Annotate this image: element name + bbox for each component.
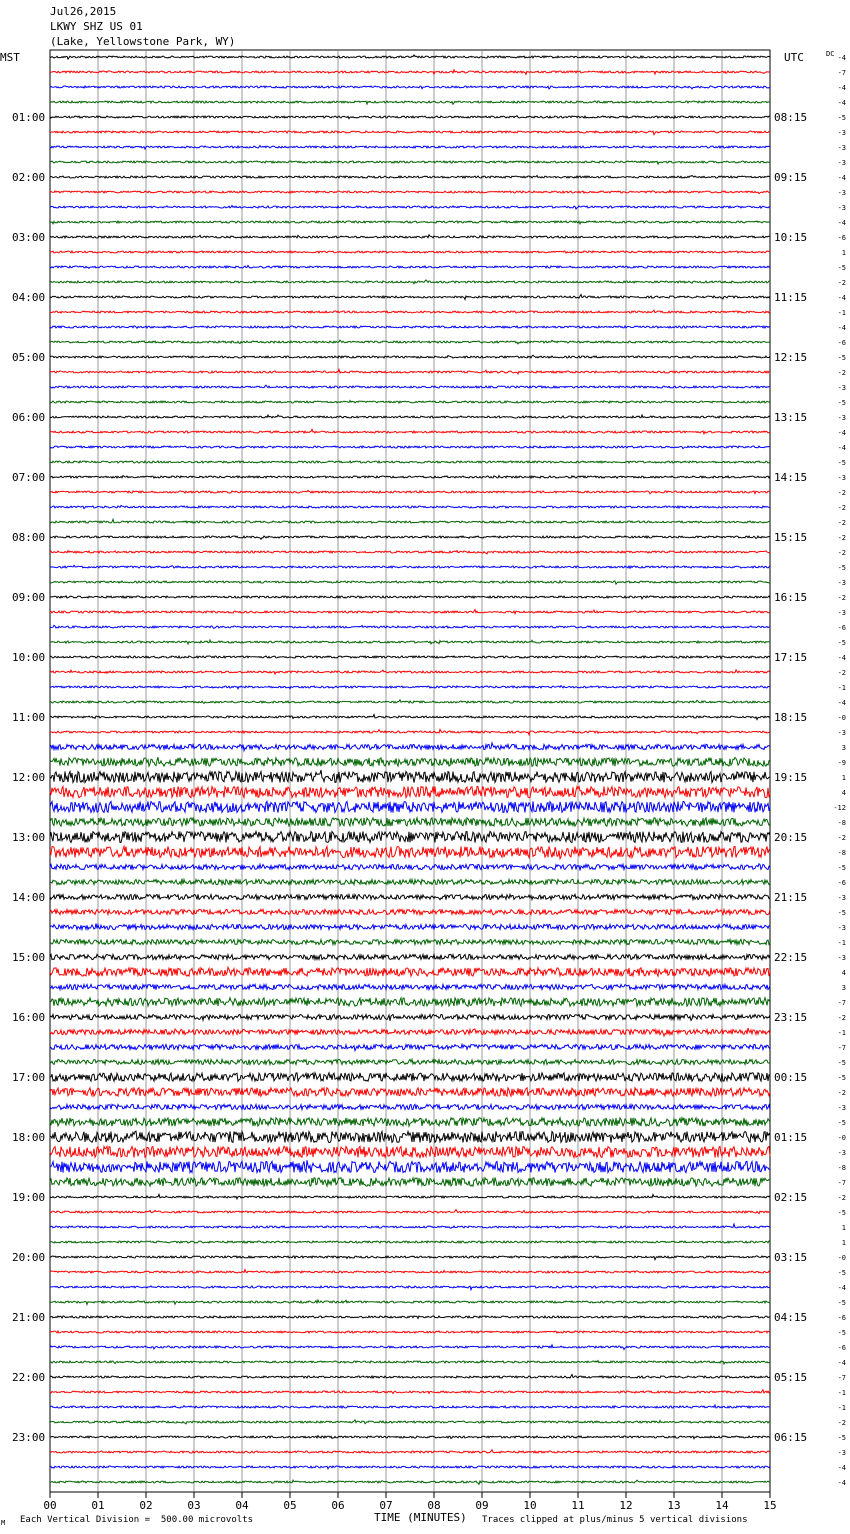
dc-offset-value: -5 [837,864,846,872]
right-hour-label: 16:15 [774,591,808,604]
dc-offset-value: -3 [837,384,846,392]
seismic-trace [50,355,770,358]
seismic-trace [50,1286,770,1290]
scale-note: Each Vertical Division = 500.00 microvolts [20,1515,253,1525]
seismic-trace [50,581,770,584]
dc-offset-value: -1 [837,684,846,692]
dc-offset-value: -2 [837,1419,846,1427]
dc-offset-value: -6 [837,879,846,887]
seismic-trace [50,1160,770,1172]
right-hour-label: 13:15 [774,411,808,424]
x-tick-label: 06 [331,1499,345,1512]
seismic-trace [50,1466,770,1469]
x-axis [43,1492,776,1512]
left-timezone-label: MST [0,51,20,64]
dc-offset-value: -4 [837,219,846,227]
seismic-trace [50,967,770,976]
seismic-trace [50,1028,770,1036]
dc-offset-value: -3 [837,129,846,137]
seismic-trace [50,1073,770,1081]
dc-offset-value: -4 [837,1464,846,1472]
seismic-trace [50,656,770,659]
left-hour-label: 01:00 [12,111,46,124]
dc-offset-value: -4 [837,84,846,92]
seismic-trace [50,1224,770,1228]
dc-offset-value: -3 [837,894,846,902]
seismic-trace [50,1480,770,1484]
right-hour-label: 02:15 [774,1191,808,1204]
seismic-trace [50,954,770,959]
seismic-trace [50,939,770,944]
seismic-trace [50,1014,770,1020]
dc-offset-value: -3 [837,579,846,587]
dc-offset-value: -3 [837,924,846,932]
seismic-trace [50,55,770,59]
seismic-trace [50,251,770,253]
dc-offset-value: -3 [837,609,846,617]
left-hour-label: 19:00 [12,1191,46,1204]
dc-offset-value: -5 [837,459,846,467]
dc-offset-value: -0 [837,1254,846,1262]
seismic-trace [50,310,770,313]
right-timezone-label: UTC [784,51,804,64]
left-hour-label: 05:00 [12,351,46,364]
dc-offset-value: -3 [837,1449,846,1457]
dc-offset-value: -6 [837,339,846,347]
station-location: (Lake, Yellowstone Park, WY) [50,35,236,48]
x-tick-label: 08 [427,1499,441,1512]
dc-offset-value: -3 [837,1104,846,1112]
right-hour-label: 01:15 [774,1131,808,1144]
right-hour-label: 19:15 [774,771,808,784]
right-hour-label: 20:15 [774,831,808,844]
dc-offset-value: 1 [841,249,846,257]
clip-note: Traces clipped at plus/minus 5 vertical divisions [482,1515,748,1525]
dc-offset-value: -0 [837,714,846,722]
x-axis-title: TIME (MINUTES) [374,1511,467,1524]
dc-offset-value: -4 [837,99,846,107]
seismic-trace [50,1104,770,1109]
x-tick-label: 03 [187,1499,201,1512]
dc-offset-labels [833,54,846,1487]
right-hour-label: 08:15 [774,111,808,124]
plot-date: Jul26,2015 [50,5,117,18]
seismic-trace [50,984,770,989]
dc-offset-value: -3 [837,474,846,482]
dc-offset-value: -1 [837,309,846,317]
dc-offset-value: -2 [837,369,846,377]
dc-offset-value: -3 [837,189,846,197]
seismic-trace [50,101,770,104]
seismic-trace [50,1361,770,1365]
x-tick-label: 13 [667,1499,681,1512]
seismic-trace [50,1405,770,1408]
seismic-trace [50,1118,770,1127]
left-hour-label: 12:00 [12,771,46,784]
dc-offset-value: -5 [837,354,846,362]
seismic-trace [50,1345,770,1350]
right-hour-label: 15:15 [774,531,808,544]
right-hour-label: 09:15 [774,171,808,184]
right-hour-label: 23:15 [774,1011,808,1024]
seismic-trace [50,894,770,899]
dc-offset-value: -5 [837,399,846,407]
dc-offset-value: -1 [837,1389,846,1397]
left-hour-label: 20:00 [12,1251,46,1264]
dc-offset-value: -4 [837,1359,846,1367]
seismic-trace [50,924,770,930]
x-tick-label: 07 [379,1499,393,1512]
seismic-trace [50,1059,770,1064]
seismic-trace [50,700,770,704]
left-hour-label: 23:00 [12,1431,46,1444]
dc-offset-value: -4 [837,54,846,62]
dc-offset-value: -7 [837,1044,846,1052]
dc-offset-value: -4 [837,294,846,302]
seismic-trace [50,1256,770,1260]
dc-offset-value: -5 [837,1434,846,1442]
seismic-trace [50,146,770,150]
left-hour-label: 16:00 [12,1011,46,1024]
left-hour-label: 18:00 [12,1131,46,1144]
dc-offset-value: -6 [837,624,846,632]
left-hour-label: 22:00 [12,1371,46,1384]
seismic-trace [50,519,770,523]
seismic-trace [50,340,770,344]
left-hour-label: 02:00 [12,171,46,184]
dc-offset-value: -2 [837,279,846,287]
seismic-trace [50,326,770,328]
dc-offset-value: -4 [837,1479,846,1487]
dc-offset-value: -5 [837,1119,846,1127]
seismic-trace [50,596,770,599]
dc-offset-value: 1 [841,1224,846,1232]
dc-offset-value: -8 [837,819,846,827]
seismic-trace [50,743,770,751]
dc-offset-value: -3 [837,729,846,737]
right-hour-label: 05:15 [774,1371,808,1384]
seismic-trace [50,770,770,783]
dc-offset-value: -6 [837,1344,846,1352]
dc-offset-value: -6 [837,1314,846,1322]
dc-offset-value: -7 [837,1374,846,1382]
dc-offset-value: -5 [837,639,846,647]
dc-offset-value: -2 [837,669,846,677]
x-tick-label: 01 [91,1499,105,1512]
dc-offset-value: -4 [837,324,846,332]
seismic-trace [50,625,770,628]
seismic-trace [50,1331,770,1333]
seismic-trace [50,295,770,300]
dc-offset-value: -5 [837,1074,846,1082]
right-hour-label: 00:15 [774,1071,808,1084]
dc-offset-value: -2 [837,489,846,497]
right-hour-label: 04:15 [774,1311,808,1324]
dc-offset-value: -4 [837,699,846,707]
left-hour-label: 13:00 [12,831,46,844]
right-hour-label: 17:15 [774,651,808,664]
dc-offset-value: -2 [837,1194,846,1202]
right-hour-label: 12:15 [774,351,808,364]
dc-offset-value: -7 [837,69,846,77]
dc-offset-value: -2 [837,1089,846,1097]
dc-offset-value: 3 [841,744,846,752]
dc-offset-value: -4 [837,429,846,437]
left-hour-label: 11:00 [12,711,46,724]
dc-offset-value: -5 [837,1329,846,1337]
seismic-trace [50,266,770,269]
right-hour-label: 11:15 [774,291,808,304]
dc-offset-value: -5 [837,114,846,122]
station-name: LKWY SHZ US 01 [50,20,143,33]
seismic-trace [50,1450,770,1453]
seismic-trace [50,86,770,89]
x-tick-label: 02 [139,1499,153,1512]
dc-offset-value: -3 [837,954,846,962]
seismic-trace [50,536,770,539]
left-hour-label: 15:00 [12,951,46,964]
right-hour-label: 18:15 [774,711,808,724]
dc-offset-value: -2 [837,519,846,527]
dc-offset-value: -9 [837,759,846,767]
dc-offset-value: 1 [841,774,846,782]
dc-offset-value: -1 [837,939,846,947]
left-hour-label: 04:00 [12,291,46,304]
dc-offset-value: -8 [837,849,846,857]
dc-offset-value: -3 [837,204,846,212]
dc-offset-value: -4 [837,444,846,452]
seismic-trace [50,190,770,193]
seismic-trace [50,400,770,403]
dc-offset-header: DC [826,50,835,58]
seismic-trace [50,1375,770,1379]
x-tick-label: 00 [43,1499,57,1512]
dc-offset-value: -12 [833,804,846,812]
seismic-trace [50,715,770,720]
dc-offset-value: -2 [837,834,846,842]
seismic-trace [50,998,770,1007]
left-hour-label: 08:00 [12,531,46,544]
seismic-trace [50,415,770,418]
x-tick-label: 09 [475,1499,489,1512]
seismic-trace [50,369,770,374]
dc-offset-value: -5 [837,264,846,272]
seismic-trace [50,551,770,554]
dc-offset-value: -3 [837,144,846,152]
seismic-trace [50,686,770,689]
seismic-trace [50,131,770,135]
seismic-trace [50,879,770,885]
seismic-traces [50,55,770,1484]
seismic-trace [50,235,770,239]
seismic-trace [50,161,770,164]
seismic-trace [50,476,770,479]
seismic-trace [50,221,770,224]
dc-offset-value: 4 [841,789,846,797]
seismic-trace [50,1270,770,1274]
right-hour-label: 22:15 [774,951,808,964]
dc-offset-value: -4 [837,174,846,182]
left-hour-label: 17:00 [12,1071,46,1084]
seismic-trace [50,610,770,614]
seismic-trace [50,801,770,812]
dc-offset-value: -2 [837,534,846,542]
dc-offset-value: -5 [837,1299,846,1307]
dc-offset-value: -3 [837,414,846,422]
seismic-trace [50,640,770,644]
dc-offset-value: -4 [837,654,846,662]
dc-offset-value: -7 [837,999,846,1007]
x-tick-label: 10 [523,1499,537,1512]
dc-offset-value: -1 [837,1029,846,1037]
dc-offset-value: -1 [837,1404,846,1412]
seismic-trace [50,1241,770,1243]
dc-offset-value: -2 [837,549,846,557]
dc-offset-value: 1 [841,1239,846,1247]
dc-offset-value: -4 [837,1284,846,1292]
seismic-trace [50,506,770,509]
seismic-trace [50,446,770,449]
seismic-trace [50,1300,770,1305]
right-hour-label: 10:15 [774,231,808,244]
seismic-trace [50,565,770,568]
seismic-trace [50,280,770,284]
seismic-trace [50,670,770,674]
corner-mark: M [1,1519,6,1527]
dc-offset-value: -2 [837,504,846,512]
left-hour-label: 03:00 [12,231,46,244]
seismic-trace [50,70,770,75]
seismic-trace [50,176,770,179]
seismic-trace [50,116,770,119]
seismic-trace [50,831,770,842]
seismic-trace [50,1390,770,1394]
dc-offset-value: -5 [837,1269,846,1277]
seismic-trace [50,1131,770,1143]
seismic-trace [50,1210,770,1214]
dc-offset-value: -2 [837,594,846,602]
dc-offset-value: -5 [837,564,846,572]
seismic-trace [50,490,770,493]
right-hour-label: 06:15 [774,1431,808,1444]
x-tick-label: 14 [715,1499,729,1512]
seismic-trace [50,1194,770,1199]
seismic-trace [50,1316,770,1318]
seismic-trace [50,206,770,210]
x-tick-label: 05 [283,1499,297,1512]
x-tick-label: 04 [235,1499,249,1512]
left-hour-label: 10:00 [12,651,46,664]
dc-offset-value: 3 [841,984,846,992]
dc-offset-value: -5 [837,1059,846,1067]
x-tick-label: 12 [619,1499,633,1512]
dc-offset-value: -6 [837,234,846,242]
seismic-trace [50,757,770,766]
seismic-trace [50,1420,770,1424]
dc-offset-value: -3 [837,1149,846,1157]
seismic-trace [50,461,770,463]
seismic-trace [50,909,770,915]
seismic-trace [50,429,770,434]
left-hour-label: 14:00 [12,891,46,904]
left-hour-label: 21:00 [12,1311,46,1324]
seismic-trace [50,385,770,388]
seismic-trace [50,1088,770,1096]
seismic-trace [50,1146,770,1157]
left-hour-label: 06:00 [12,411,46,424]
x-tick-label: 11 [571,1499,585,1512]
left-hour-label: 07:00 [12,471,46,484]
dc-offset-value: -7 [837,1179,846,1187]
seismic-trace [50,1436,770,1439]
dc-offset-value: -2 [837,1014,846,1022]
dc-offset-value: -8 [837,1164,846,1172]
x-tick-label: 15 [763,1499,777,1512]
dc-offset-value: -3 [837,159,846,167]
seismic-trace [50,1178,770,1187]
seismic-trace [50,864,770,871]
seismic-trace [50,846,770,858]
right-hour-label: 14:15 [774,471,808,484]
right-hour-label: 03:15 [774,1251,808,1264]
dc-offset-value: -5 [837,909,846,917]
right-hour-label: 21:15 [774,891,808,904]
dc-offset-value: -5 [837,1209,846,1217]
seismic-trace [50,786,770,797]
left-hour-label: 09:00 [12,591,46,604]
seismic-trace [50,818,770,826]
seismic-trace [50,1044,770,1050]
seismic-trace [50,729,770,734]
dc-offset-value: 4 [841,969,846,977]
dc-offset-value: -0 [837,1134,846,1142]
